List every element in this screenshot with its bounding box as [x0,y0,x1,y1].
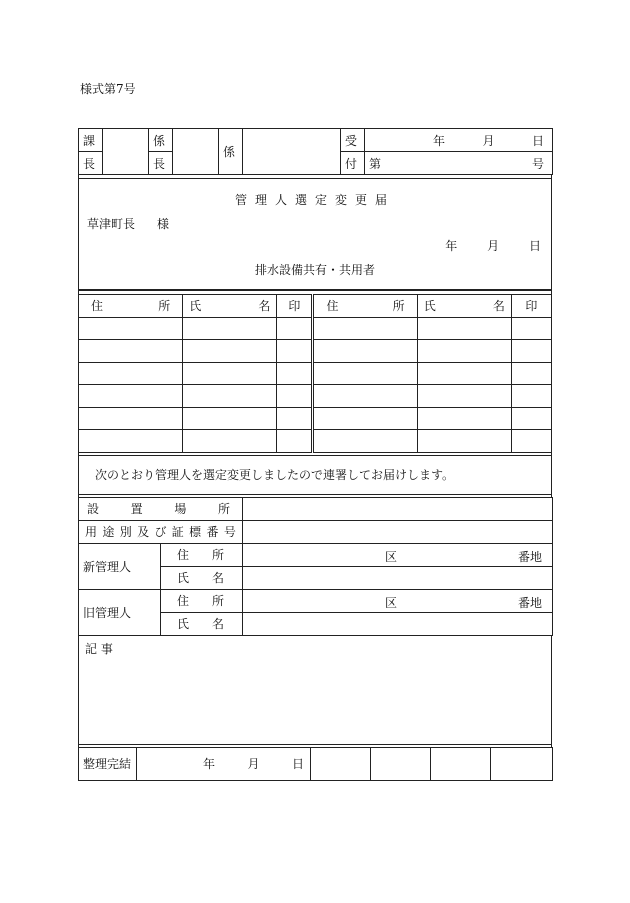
name-cell[interactable] [417,340,511,363]
receipt-number[interactable] [365,152,553,175]
address-cell[interactable] [79,385,183,408]
old-manager-name-label [161,612,243,635]
signature-row [79,430,552,453]
day-unit: 日 [531,133,544,148]
new-manager-address-label [161,543,243,566]
new-manager-name-label [161,566,243,589]
stamp-box-2[interactable] [371,747,431,780]
address-cell[interactable] [79,362,183,385]
name-cell[interactable] [417,362,511,385]
location-field[interactable] [243,497,553,520]
seal-cell[interactable] [277,407,313,430]
name-cell[interactable] [417,385,511,408]
seal-header: 印 [511,295,551,318]
name-cell[interactable] [183,430,277,453]
name-header-2: 名 [492,299,505,314]
address-header-2: 所 [392,299,405,314]
signature-row [79,340,552,363]
month-unit: 月 [487,239,500,253]
signature-row [79,385,552,408]
name-cell[interactable] [183,385,277,408]
address-cell[interactable] [79,317,183,340]
address-char: 住 [177,594,190,608]
month-unit: 月 [482,133,495,148]
ku-label: 区 [385,595,398,610]
notification-form [78,128,552,781]
address-cell[interactable] [313,340,417,363]
kakari-label: 係 [219,129,243,175]
location-char: 設 [87,502,100,516]
seal-cell[interactable] [511,317,551,340]
name-char: 名 [211,571,224,585]
year-unit: 年 [445,239,458,253]
name-cell[interactable] [417,430,511,453]
old-manager-address-field[interactable] [243,589,553,612]
location-char: 場 [174,502,187,516]
usage-char: 用 [85,525,98,539]
banchi-label: 番地 [517,595,542,610]
usage-char: 号 [223,525,236,539]
statement-text: 次のとおり管理人を選定変更しましたので連署してお届けします。 [78,455,552,495]
name-char: 名 [211,617,224,631]
completion-row [78,747,553,781]
dai-label: 第 [369,156,382,171]
seal-cell[interactable] [277,430,313,453]
name-cell[interactable] [183,317,277,340]
address-char: 所 [211,548,224,562]
seal-cell[interactable] [277,362,313,385]
form-title: 管理人選定変更届 [234,193,395,207]
uketsuke-char-2: 付 [341,152,365,175]
completion-label: 整理完結 [79,747,137,780]
name-header: 氏 [189,299,202,314]
receipt-date[interactable] [365,129,553,152]
uketsuke-char-1: 受 [341,129,365,152]
signatures-table [78,294,552,453]
usage-char: び [154,525,167,539]
usage-char: 証 [171,525,184,539]
notes-area[interactable] [78,636,552,745]
signature-row [79,407,552,430]
name-cell[interactable] [417,407,511,430]
address-cell[interactable] [79,340,183,363]
addressee [87,215,169,232]
usage-field[interactable] [243,520,553,543]
seal-cell[interactable] [277,385,313,408]
name-char: 氏 [177,617,190,631]
name-cell[interactable] [183,407,277,430]
seal-cell[interactable] [511,430,551,453]
kakari-cho-char-1: 係 [149,129,173,152]
addressee-name: 草津町長 [87,217,136,231]
old-manager-name-field[interactable] [243,612,553,635]
address-cell[interactable] [79,407,183,430]
name-char: 氏 [177,571,190,585]
day-unit: 日 [528,239,541,253]
stamp-box-1[interactable] [311,747,371,780]
seal-cell[interactable] [511,340,551,363]
address-cell[interactable] [313,362,417,385]
notes-label: 記 事 [85,641,113,656]
new-manager-address-field[interactable] [243,543,553,566]
location-char: 置 [130,502,143,516]
seal-cell[interactable] [511,407,551,430]
new-manager-label: 新管理人 [79,543,161,589]
stamp-box-4[interactable] [491,747,553,780]
address-cell[interactable] [313,385,417,408]
approval-header [78,128,553,175]
name-cell[interactable] [183,340,277,363]
address-cell[interactable] [79,430,183,453]
usage-char: 別 [119,525,132,539]
details-table [78,497,553,636]
old-manager-address-label [161,589,243,612]
signature-row [79,362,552,385]
kakari-cho-char-2: 長 [149,152,173,175]
name-header-2: 名 [258,299,271,314]
seal-cell[interactable] [277,317,313,340]
seal-cell[interactable] [277,340,313,363]
old-manager-label: 旧管理人 [79,589,161,635]
address-char: 住 [177,548,190,562]
day-unit: 日 [291,757,304,771]
name-cell[interactable] [417,317,511,340]
seal-cell[interactable] [511,362,551,385]
ka-char-1: 課 [79,129,103,152]
form-number: 様式第7号 [80,82,136,96]
usage-char: 番 [206,525,219,539]
seal-header: 印 [277,295,313,318]
applicant-label: 排水設備共有・共用者 [254,263,375,277]
month-unit: 月 [247,757,260,771]
kakari-stamp-box[interactable] [243,129,341,175]
address-header: 住 [91,299,104,314]
usage-char: 標 [189,525,202,539]
name-cell[interactable] [183,362,277,385]
usage-char: 及 [137,525,150,539]
notice-date[interactable] [419,237,541,254]
location-char: 所 [217,502,230,516]
usage-char: 途 [102,525,115,539]
signatures-header [79,295,552,318]
address-char: 所 [211,594,224,608]
ku-label: 区 [385,549,398,564]
signature-row [79,317,552,340]
kakari-cho-stamp-box[interactable] [173,129,219,175]
year-unit: 年 [203,757,216,771]
address-cell[interactable] [313,317,417,340]
addressee-honorific: 様 [157,217,170,231]
name-header: 氏 [423,299,436,314]
ka-char-2: 長 [79,152,103,175]
notice-block [78,178,552,290]
new-manager-name-field[interactable] [243,566,553,589]
banchi-label: 番地 [517,549,542,564]
address-cell[interactable] [313,407,417,430]
address-cell[interactable] [313,430,417,453]
go-label: 号 [531,156,544,171]
stamp-box-3[interactable] [431,747,491,780]
completion-date[interactable] [137,747,311,780]
ka-cho-stamp-box[interactable] [103,129,149,175]
address-header: 住 [326,299,339,314]
seal-cell[interactable] [511,385,551,408]
location-label [79,497,243,520]
address-header-2: 所 [158,299,171,314]
usage-label [79,520,243,543]
year-unit: 年 [433,133,446,148]
